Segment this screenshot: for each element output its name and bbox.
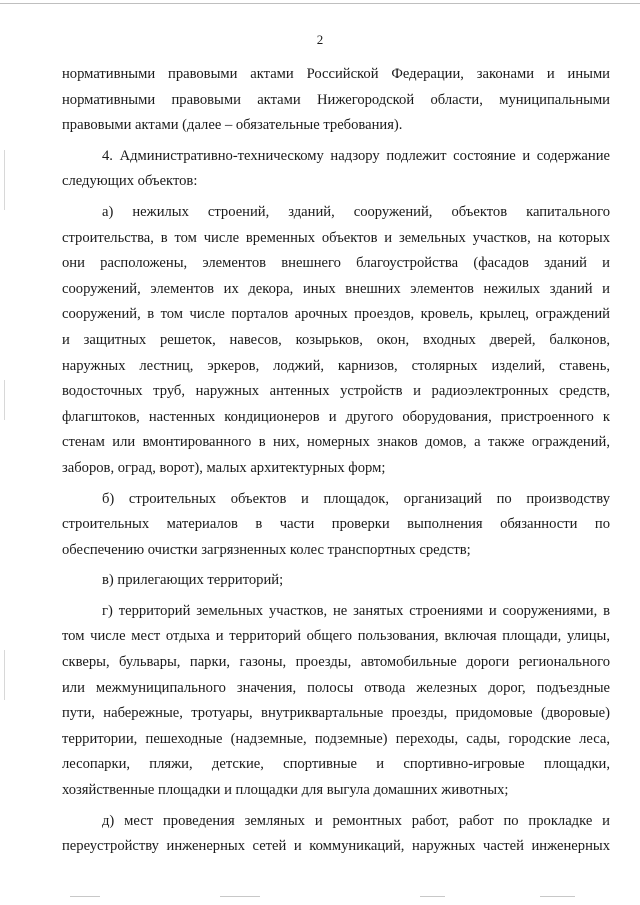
text-line: наружных лестниц, эркеров, лоджий, карнизов, столярных изделий, ставень,: [62, 357, 610, 374]
text-line: они расположены, элементов внешнего благоустройства (фасадов зданий и: [62, 255, 610, 272]
text-line: строительства, в том числе временных объектов и земельных участков, на которых: [62, 229, 610, 246]
text-line: нормативными правовыми актами Нижегородской области, муниципальными: [62, 91, 610, 108]
text-line: скверы, бульвары, парки, газоны, проезды, автомобильные дороги регионального: [62, 654, 610, 671]
text-line: флагштоков, настенных кондиционеров и другого оборудования, пристроенного к: [62, 408, 610, 425]
scan-bottom-edge: [0, 896, 640, 898]
text-line: том числе мест отдыха и территорий общего пользования, включая площади, улицы,: [62, 628, 610, 645]
scan-edge-mark: [4, 150, 5, 210]
paragraph: [62, 599, 610, 804]
document-body: [62, 62, 610, 865]
paragraph: [62, 568, 610, 594]
text-line: б) строительных объектов и площадок, организаций по производству: [102, 490, 610, 507]
text-line: в) прилегающих территорий;: [102, 572, 284, 589]
paragraph: [62, 487, 610, 564]
text-line: 4. Административно-техническому надзору подлежит состояние и содержание: [102, 147, 610, 164]
text-line: стенам или вмонтированного в них, номерных знаков домов, а также ограждений,: [62, 434, 610, 451]
text-line: водосточных труб, наружных антенных устройств и радиоэлектронных средств,: [62, 383, 610, 400]
text-line: пути, набережные, тротуары, внутриквартальные проезды, придомовые (дворовые): [62, 705, 610, 722]
text-line: правовыми актами (далее – обязательные требования).: [62, 117, 403, 134]
paragraph: [62, 62, 610, 139]
scan-top-edge: [0, 3, 640, 4]
text-line: д) мест проведения земляных и ремонтных работ, работ по прокладке и: [102, 812, 610, 829]
text-line: нормативными правовыми актами Российской Федерации, законами и иными: [62, 66, 610, 82]
text-line: строительных материалов в части проверки выполнения обязанности по: [62, 516, 610, 533]
text-line: хозяйственные площадки и площадки для выгула домашних животных;: [62, 782, 509, 799]
text-line: лесопарки, пляжи, детские, спортивные и спортивно-игровые площадки,: [62, 756, 610, 773]
text-line: сооружений, в том числе порталов арочных проездов, кровель, крылец, ограждений: [62, 306, 610, 323]
scan-edge-mark: [4, 650, 5, 700]
text-line: а) нежилых строений, зданий, сооружений, объектов капитального: [102, 203, 610, 220]
text-line: и защитных решеток, навесов, козырьков, окон, входных дверей, балконов,: [62, 331, 610, 348]
text-line: следующих объектов:: [62, 173, 198, 190]
text-line: или межмуниципального значения, полосы отвода железных дорог, подъездные: [62, 679, 610, 696]
paragraph: [62, 144, 610, 195]
text-line: заборов, оград, ворот), малых архитектурных форм;: [62, 459, 386, 476]
page-number: 2: [316, 32, 324, 47]
text-line: обеспечению очистки загрязненных колес транспортных средств;: [62, 541, 471, 558]
paragraph: [62, 809, 610, 860]
paragraph: [62, 200, 610, 482]
text-line: сооружений, элементов их декора, иных внешних элементов нежилых зданий и: [62, 280, 610, 297]
text-line: переустройству инженерных сетей и коммуникаций, наружных частей инженерных: [62, 838, 610, 855]
text-line: территории, пешеходные (надземные, подземные) переходы, сады, городские леса,: [62, 730, 610, 747]
text-line: г) территорий земельных участков, не занятых строениями и сооружениями, в: [102, 602, 610, 619]
scan-edge-mark: [4, 380, 5, 420]
